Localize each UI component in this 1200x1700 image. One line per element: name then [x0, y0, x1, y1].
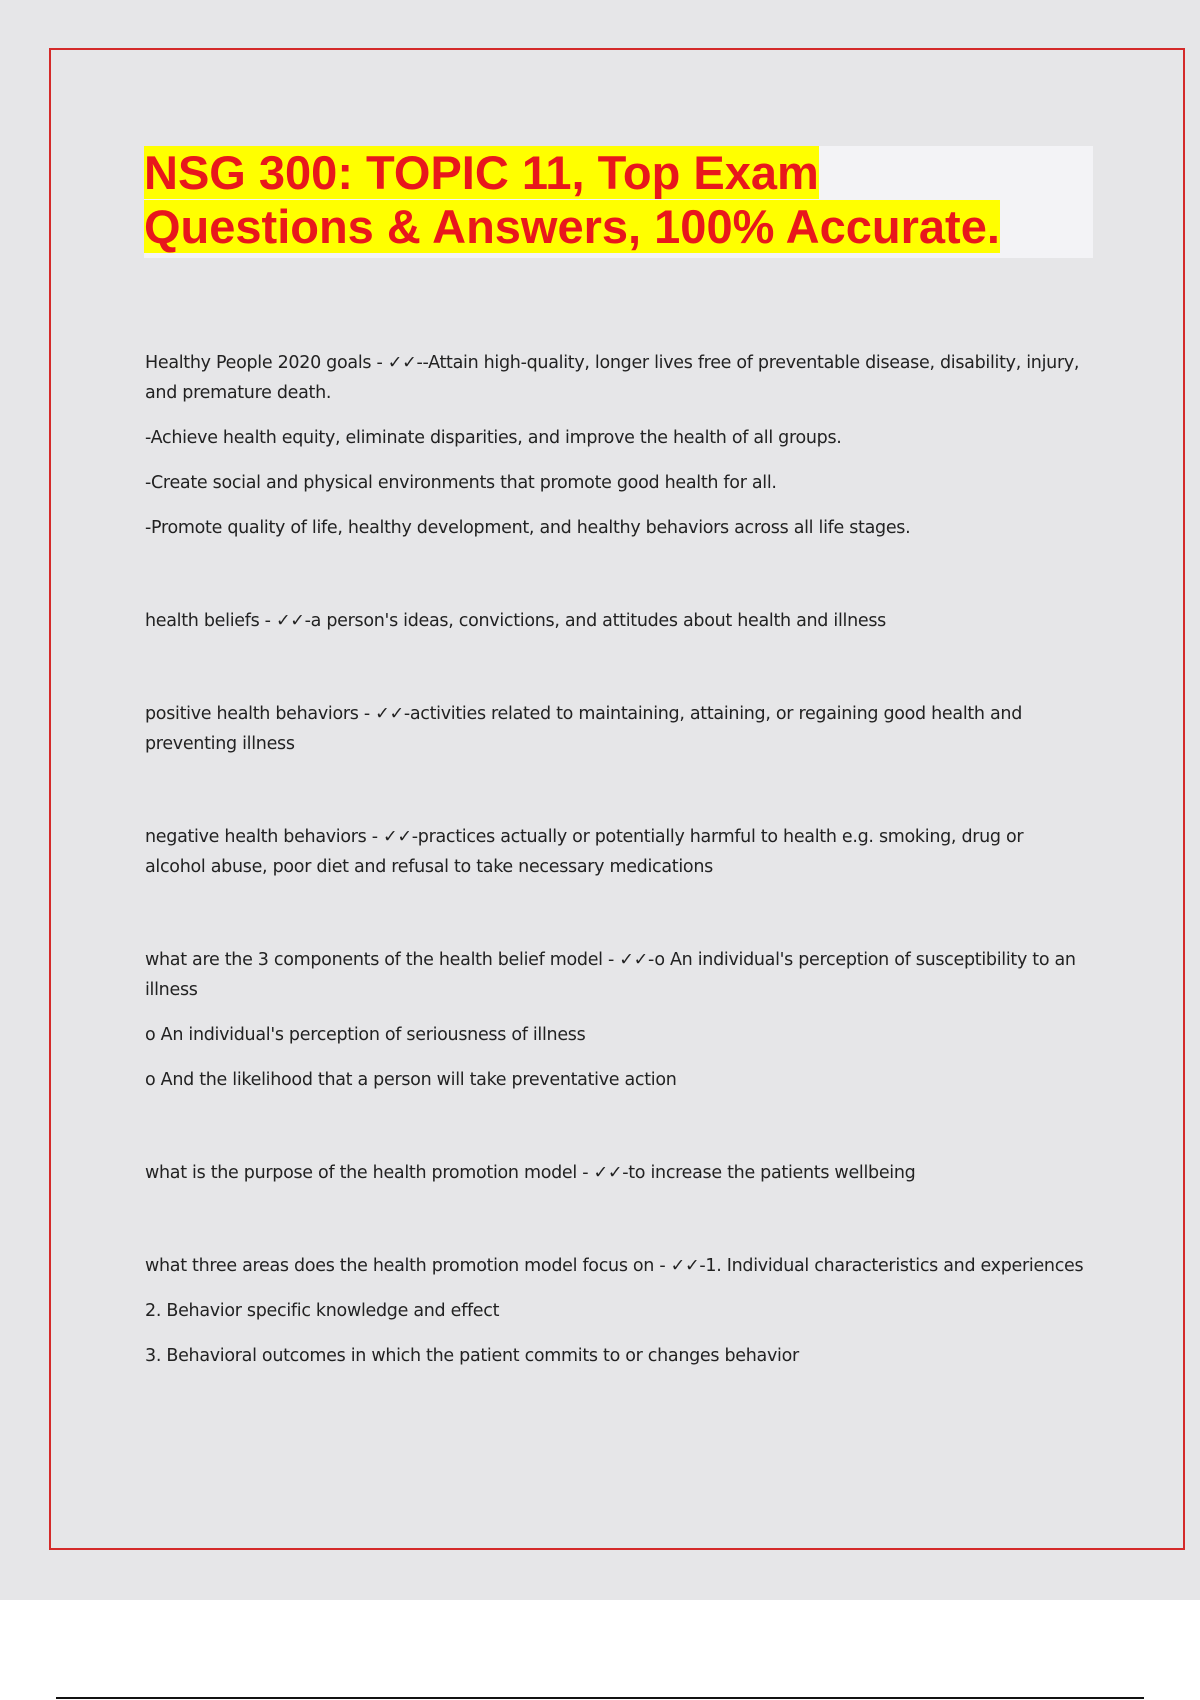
- title-block: [144, 146, 1093, 258]
- qa-item: [145, 606, 1085, 636]
- qa-paragraph: what is the purpose of the health promotion model - ✓✓-to increase the patients wellbeing: [145, 1163, 916, 1183]
- qa-paragraph: Healthy People 2020 goals - ✓✓--Attain high-quality, longer lives free of preventable disease, disability, injury, and premature death.: [145, 353, 1080, 403]
- title-line-1: NSG 300: TOPIC 11, Top Exam: [144, 146, 819, 199]
- qa-paragraph: what are the 3 components of the health belief model - ✓✓-o An individual's perception of susceptibility to an illness: [145, 950, 1076, 1000]
- qa-list: [145, 348, 1085, 1434]
- qa-paragraph: o An individual's perception of seriousness of illness: [145, 1025, 586, 1045]
- qa-paragraph: -Achieve health equity, eliminate disparities, and improve the health of all groups.: [145, 428, 842, 448]
- qa-paragraph: negative health behaviors - ✓✓-practices actually or potentially harmful to health e.g. smoking, drug or alcohol abuse, poor diet and refusal to take necessary medications: [145, 827, 1024, 877]
- qa-paragraph: positive health behaviors - ✓✓-activities related to maintaining, attaining, or regaining good health and preventing illness: [145, 704, 1023, 754]
- qa-item: [145, 699, 1085, 759]
- qa-paragraph: o And the likelihood that a person will take preventative action: [145, 1070, 677, 1090]
- document-title: [144, 146, 1093, 254]
- qa-item: [145, 348, 1085, 543]
- qa-paragraph: 3. Behavioral outcomes in which the patient commits to or changes behavior: [145, 1346, 799, 1366]
- title-line-2: Questions & Answers, 100% Accurate.: [144, 200, 1000, 253]
- qa-item: [145, 945, 1085, 1095]
- qa-paragraph: what three areas does the health promotion model focus on - ✓✓-1. Individual characteristics and experiences: [145, 1256, 1084, 1276]
- qa-item: [145, 822, 1085, 882]
- qa-item: [145, 1251, 1085, 1371]
- qa-item: [145, 1158, 1085, 1188]
- qa-paragraph: -Promote quality of life, healthy development, and healthy behaviors across all life stages.: [145, 518, 911, 538]
- footer-rule: [56, 1697, 1144, 1699]
- qa-paragraph: 2. Behavior specific knowledge and effect: [145, 1301, 500, 1321]
- qa-paragraph: -Create social and physical environments that promote good health for all.: [145, 473, 777, 493]
- qa-paragraph: health beliefs - ✓✓-a person's ideas, convictions, and attitudes about health and illness: [145, 611, 886, 631]
